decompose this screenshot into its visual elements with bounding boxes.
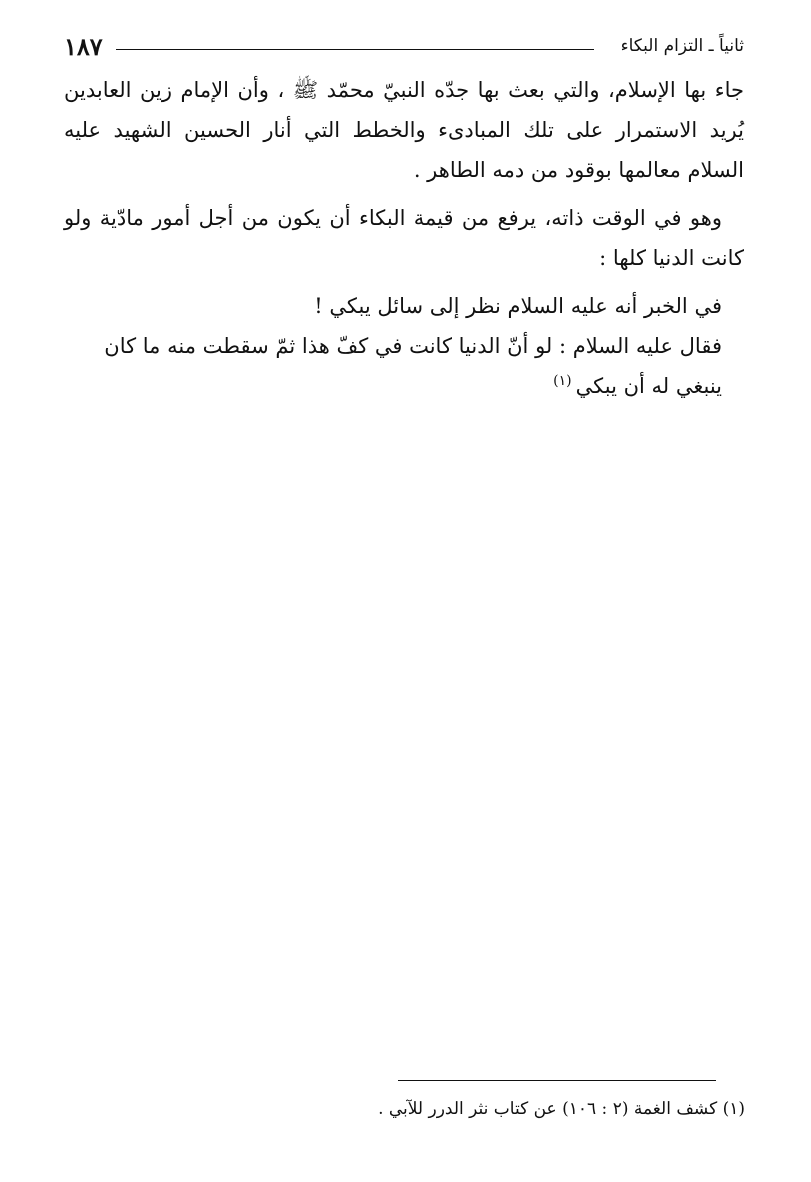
quote-line-1 (64, 286, 744, 326)
paragraph-1: جاء بها الإسلام، والتي بعث بها جدّه النبيّ محمّد ﷺ ، وأن الإمام زين العابدين يُريد الاستمرار على تلك المبادىء والخطط التي أنار الحسين الشهيد عليه السلام معالمها بوقود من دمه الطاهر . (64, 78, 744, 182)
paragraph-2: وهو في الوقت ذاته، يرفع من قيمة البكاء أن يكون من أجل أمور مادّية ولو كانت الدنيا كلها : (64, 206, 744, 270)
footnote-1: (١) كشف الغمة (٢ : ١٠٦) عن كتاب نثر الدرر للآبي . (378, 1099, 745, 1119)
chapter-title: ثانياً ـ التزام البكاء (620, 36, 744, 56)
footnote-reference[interactable]: (١) (553, 373, 572, 389)
quote-line-1-text: في الخبر أنه عليه السلام نظر إلى سائل يبكي ! (314, 294, 722, 318)
quote-line-2 (64, 326, 744, 406)
page-number: ١٨٧ (64, 32, 103, 61)
header-rule (116, 49, 594, 50)
quote-line-2-text: فقال عليه السلام : لو أنّ الدنيا كانت في كفّ هذا ثمّ سقطت منه ما كان ينبغي له أن يبكي (104, 334, 722, 398)
footnote-divider (398, 1080, 716, 1081)
running-header (64, 34, 744, 64)
body-text (64, 70, 744, 406)
